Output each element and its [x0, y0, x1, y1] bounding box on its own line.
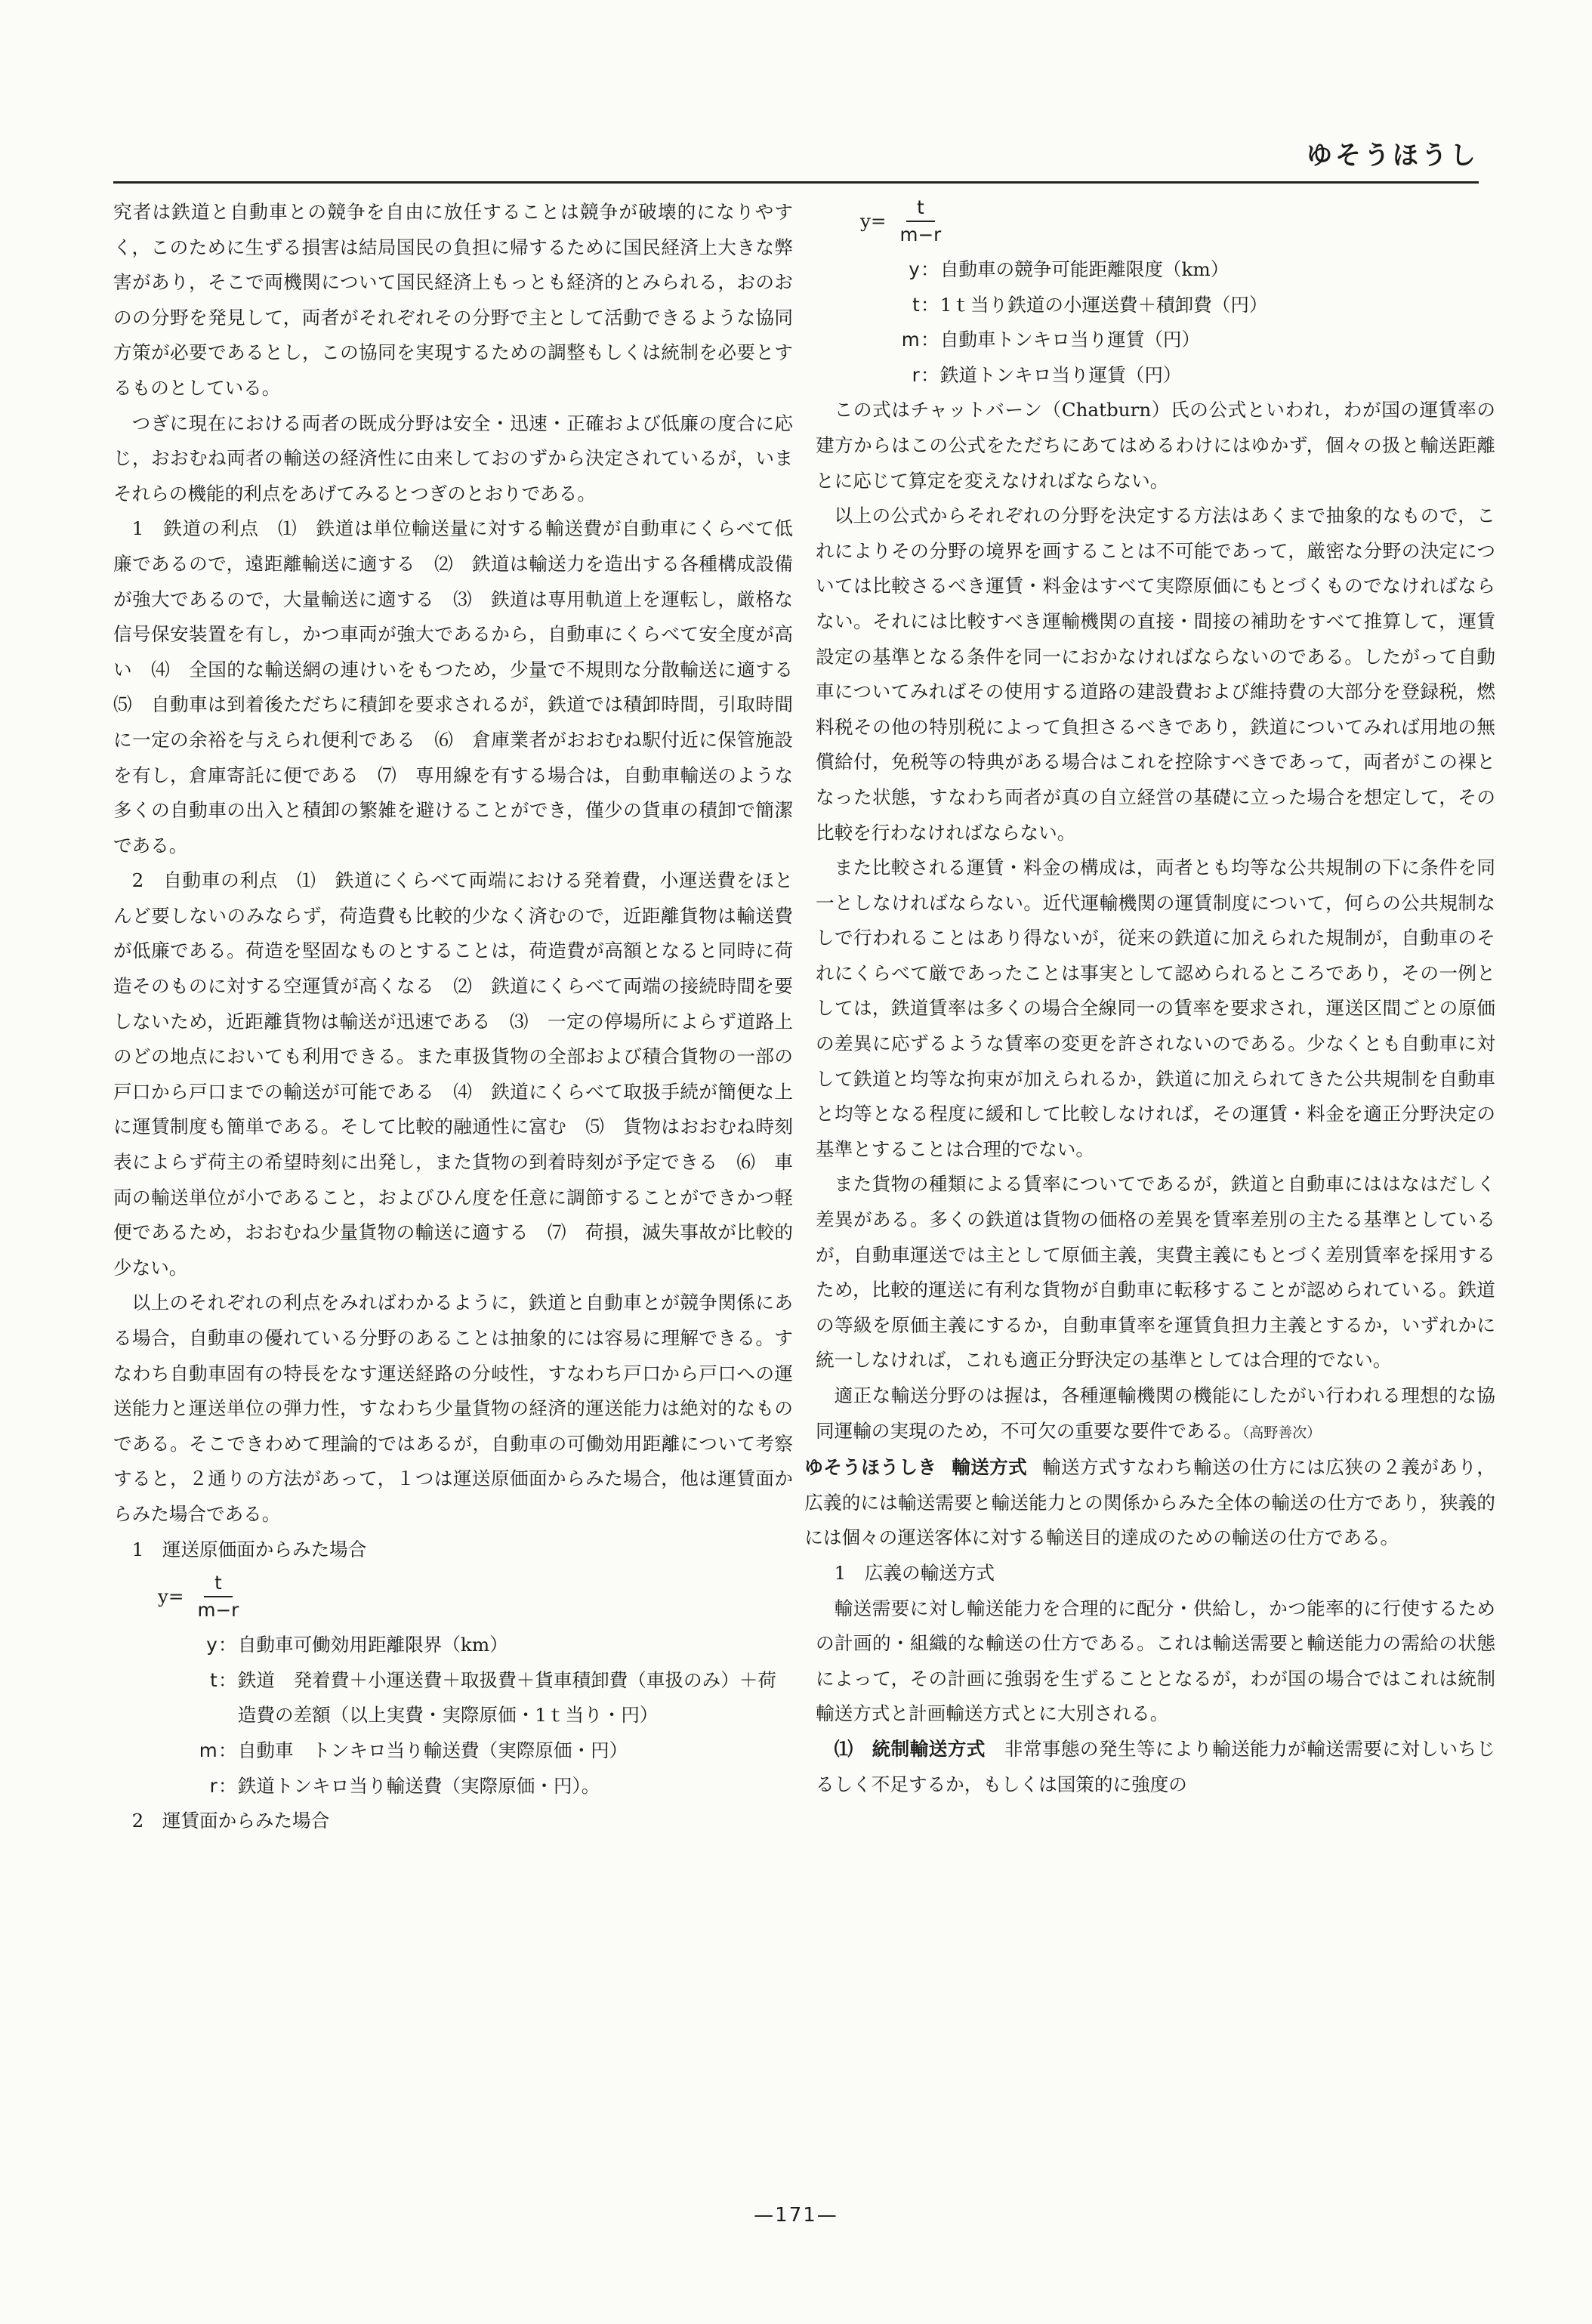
- definition-row: r ： 鉄道トンキロ当り輸送費（実際原価・円）。: [190, 1769, 793, 1804]
- paragraph: 輸送需要に対し輸送能力を合理的に配分・供給し，かつ能率的に行使するための計画的・組織的な輸送の仕方である。これは輸送需要と輸送能力の需給の状態によって，その計画に強弱を生ずることとなるが，わが国の場合ではこれは統制輸送方式と計画輸送方式とに大別される。: [816, 1597, 1495, 1725]
- left-column: [113, 195, 812, 1839]
- running-title: ゆそうほうし: [1307, 140, 1479, 171]
- paragraph: 究者は鉄道と自動車との競争を自由に放任することは競争が破壊的になりやすく，このために生ずる損害は結局国民の負担に帰するために国民経済上大きな弊害があり，そこで両機関について国民経済上もっとも経済的とみられる，おのおのの分野を発見して，両者がそれぞれその分野で主として活動できるような協同方策が必要であるとし，この協同を実現するための調整もしくは統制を必要とするものとしている。: [113, 201, 793, 399]
- variable-symbol: t: [912, 293, 920, 316]
- paragraph: また貨物の種類による賃率についてであるが，鉄道と自動車にははなはだしく差異がある。多くの鉄道は貨物の価格の差異を賃率差別の主たる基準としているが，自動車運送では主として原価主義，実費主義にもとづく差別賃率を採用するため，比較的運送に有利な貨物が自動車に転移することが認められている。鉄道の等級を原価主義にするか，自動車賃率を運賃負担力主義とするか，いずれかに統一しなければ，これも適正分野決定の基準としては合理的でない。: [816, 1173, 1495, 1372]
- variable-description: 1ｔ当り鉄道の小運送費＋積卸費（円）: [939, 293, 1268, 316]
- definition-row: y ： 自動車可働効用距離限界（km）: [190, 1628, 793, 1663]
- variable-symbol: t: [210, 1668, 218, 1691]
- paragraph: 以上の公式からそれぞれの分野を決定する方法はあくまで抽象的なもので，これによりその分野の境界を画することは不可能であって，厳密な分野の決定については比較さるべき運賃・料金はすべて実際原価にもとづくものでなければならない。それには比較すべき運輸機関の直接・間接の補助をすべて推算して，運賃設定の基準となる条件を同一におかなければならないのである。したがって自動車についてみればその使用する道路の建設費および維持費の大部分を登録税，燃料税その他の特別税によって負担さるべきであり，鉄道についてみれば用地の無償給付，免税等の特典がある場合はこれを控除すべきであって，両者がこの裸となった状態，すなわち両者が真の自立経営の基礎に立った場合を想定して，その比較を行わなければならない。: [816, 505, 1495, 844]
- variable-definitions: [892, 252, 1495, 393]
- definition-row: m ： 自動車 トンキロ当り輸送費（実際原価・円）: [190, 1733, 793, 1769]
- formula-numerator: t: [204, 1570, 233, 1597]
- formula-lhs: y=: [860, 209, 887, 232]
- variable-description: 自動車トンキロ当り運賃（円）: [939, 329, 1201, 351]
- definition-row: t ： 1ｔ当り鉄道の小運送費＋積卸費（円）: [892, 288, 1495, 323]
- paragraph: また比較される運賃・料金の構成は，両者とも均等な公共規制の下に条件を同一としなければならない。近代運輸機関の運賃制度について，何らの公共規制なしで行われることはあり得ないが，従来の鉄道に加えられた規制が，自動車のそれにくらべて厳であったことは事実として認められるところであり，その一例としては，鉄道賃率は多くの場合全線同一の賃率を要求され，運送区間ごとの原価の差異に応ずるような賃率の変更を許されないのである。少なくとも自動車に対して鉄道と均等な拘束が加えられるか，鉄道に加えられてきた公共規制を自動車と均等となる程度に緩和して比較しなければ，その運賃・料金を適正分野決定の基準とすることは合理的でない。: [816, 856, 1495, 1160]
- formula: [860, 195, 1495, 248]
- formula-fraction: [890, 195, 952, 248]
- variable-symbol: y: [206, 1634, 218, 1656]
- paragraph: この式はチャットバーン（Chatburn）氏の公式といわれ，わが国の運賃率の建方からはこの公式をただちにあてはめるわけにはゆかず，個々の扱と輸送距離とに応じて算定を変えなければならない。: [816, 399, 1495, 492]
- variable-description: 自動車可働効用距離限界（km）: [237, 1634, 508, 1656]
- variable-symbol: y: [909, 258, 920, 280]
- entry-headword-kana: ゆそうほうしき: [804, 1456, 937, 1479]
- formula: [158, 1570, 793, 1623]
- definition-row: r ： 鉄道トンキロ当り運賃（円）: [892, 358, 1495, 394]
- variable-definitions: [190, 1628, 793, 1804]
- paragraph-automobile-advantages: 2 自動車の利点 ⑴ 鉄道にくらべて両端における発着費，小運送費をほとんど要しないのみならず，荷造費も比較的少なく済むので，近距離貨物は輸送費が低廉である。荷造を堅固なものとすることは，荷造費が高額となると同時に荷造そのものに対する空運賃が高くなる ⑵ 鉄道にくらべて両端の接続時間を要しないため，近距離貨物は輸送が迅速である ⑶ 一定の停場所によらず道路上のどの地点においても利用できる。また車扱貨物の全部および積合貨物の一部の戸口から戸口までの輸送が可能である ⑷ 鉄道にくらべて取扱手続が簡便な上に運賃制度も簡単である。そして比較的融通性に富む ⑸ 貨物はおおむね時刻表によらず荷主の希望時刻に出発し，また貨物の到着時刻が予定できる ⑹ 車両の輸送単位が小であること，およびひん度を任意に調節することができかつ軽便であるため，おおむね少量貨物の輸送に適する ⑺ 荷損，滅失事故が比較的少ない。: [113, 869, 793, 1279]
- formula-fraction: [187, 1570, 250, 1623]
- paragraph: 以上のそれぞれの利点をみればわかるように，鉄道と自動車とが競争関係にある場合，自動車の優れている分野のあることは抽象的には容易に理解できる。すなわち自動車固有の特長をなす運送経路の分岐性，すなわち戸口から戸口への運送能力と運送単位の弾力性，すなわち少量貨物の経済的運送能力は絶対的なものである。そこできわめて理論的ではあるが，自動車の可働効用距離について考察すると，２通りの方法があって，１つは運送原価面からみた場合，他は運賃面からみた場合である。: [113, 1292, 793, 1525]
- variable-description: 自動車 トンキロ当り輸送費（実際原価・円）: [237, 1739, 628, 1761]
- page-number: —171—: [754, 2204, 838, 2227]
- dictionary-entry: [804, 1450, 1495, 1556]
- author-credit: （高野善次）: [1242, 1424, 1322, 1441]
- entry-headword-kanji: 輸送方式: [952, 1456, 1028, 1479]
- variable-symbol: m: [199, 1739, 218, 1761]
- paragraph-text: 適正な輸送分野のは握は，各種運輸機関の機能にしたがい行われる理想的な協同運輸の実現のため，不可欠の重要な要件である。: [816, 1384, 1495, 1442]
- paragraph: [816, 1378, 1495, 1450]
- definition-row: m ： 自動車トンキロ当り運賃（円）: [892, 323, 1495, 358]
- paragraph-text: 非常事態の発生等により輸送能力が輸送需要に対しいちじるしく不足するか，もしくは国策的に強度の: [816, 1737, 1495, 1795]
- variable-symbol: r: [912, 363, 920, 386]
- paragraph-railway-advantages: 1 鉄道の利点 ⑴ 鉄道は単位輸送量に対する輸送費が自動車にくらべて低廉であるので，遠距離輸送に適する ⑵ 鉄道は輸送力を造出する各種構成設備が強大であるので，大量輸送に適する ⑶ 鉄道は専用軌道上を運転し，厳格な信号保安装置を有し，かつ車両が強大であるから，自動車にくらべて安全度が高い ⑷ 全国的な輸送網の連けいをもつため，少量で不規則な分散輸送に適する ⑸ 自動車は到着後ただちに積卸を要求されるが，鉄道では積卸時間，引取時間に一定の余裕を与えられ便利である ⑹ 倉庫業者がおおむね駅付近に保管施設を有し，倉庫寄託に便である ⑺ 専用線を有する場合は，自動車輸送のような多くの自動車の出入と積卸の繁雑を避けることができ，僅少の貨車の積卸で簡潔である。: [113, 517, 812, 856]
- header-rule: [113, 181, 1479, 184]
- variable-description: 鉄道トンキロ当り輸送費（実際原価・円）。: [237, 1774, 600, 1797]
- right-column: [804, 195, 1495, 1802]
- variable-symbol: r: [209, 1774, 218, 1797]
- formula-lhs: y=: [158, 1585, 184, 1607]
- section-heading: 2 運賃面からみた場合: [131, 1810, 330, 1832]
- variable-description: 鉄道トンキロ当り運賃（円）: [939, 363, 1182, 386]
- paragraph: [816, 1732, 1495, 1802]
- formula-denominator: m−r: [197, 1599, 239, 1622]
- definition-row: t ： 鉄道 発着費＋小運送費＋取扱費＋貨車積卸費（車扱のみ）＋荷造費の差額（以上実費・実際原価・1ｔ当り・円）: [190, 1663, 793, 1733]
- formula-denominator: m−r: [899, 224, 942, 245]
- section-heading: 1 運送原価面からみた場合: [131, 1538, 367, 1560]
- section-heading: 1 広義の輸送方式: [834, 1561, 995, 1584]
- formula-numerator: t: [906, 195, 935, 222]
- definition-row: y ： 自動車の競争可能距離限度（km）: [892, 252, 1495, 288]
- variable-description: 自動車の競争可能距離限度（km）: [939, 258, 1229, 280]
- paragraph: つぎに現在における両者の既成分野は安全・迅速・正確および低廉の度合に応じ，おおむね両者の輸送の経済性に由来しておのずから決定されているが，いまそれらの機能的利点をあげてみるとつぎのとおりである。: [113, 412, 793, 505]
- entry-definition: 輸送方式すなわち輸送の仕方には広狭の２義があり，広義的には輸送需要と輸送能力との関係からみた全体の輸送の仕方であり，狭義的には個々の運送客体に対する輸送目的達成のための輸送の仕方である。: [804, 1456, 1495, 1549]
- variable-description: 鉄道 発着費＋小運送費＋取扱費＋貨車積卸費（車扱のみ）＋荷造費の差額（以上実費・実際原価・1ｔ当り・円）: [237, 1668, 777, 1727]
- subsection-label: ⑴ 統制輸送方式: [834, 1737, 986, 1760]
- variable-symbol: m: [901, 329, 920, 351]
